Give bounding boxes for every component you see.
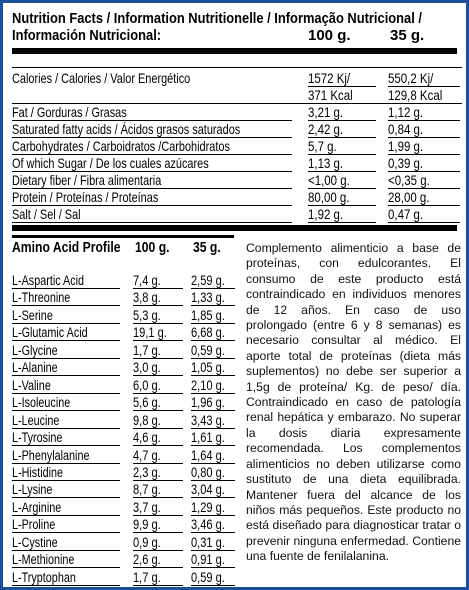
- product-description: Complemento alimenticio a base de proteínas, con edulcorantes. El consumo de este producto está contraindicado en individuos menores de 12 años. En caso de uso prolongado (entre 6 y 8 semanas) es necesario consultar al médico. El aporte total de proteínas (dieta más suplementos) no debe ser superior a 1,5g de proteína/ Kg. de peso/ día. Contraindicado en caso de patología renal hepática y embarazo. No superar la dosis diaria expresamente recomendada. Los complementos alimenticios no deben utilizarse como sustituto de una dieta equilibrada. Mantener fuera del alcance de los niños más pequeños. Este producto no está diseñado para diagnosticar tratar o prevenir ninguna enfermedad. Contiene una fuente de fenilalanina.: [246, 241, 461, 564]
- amino-value-35g: 1,61 g.: [191, 430, 225, 445]
- amino-row-rule: [133, 585, 183, 586]
- label-title-line1: Nutrition Facts / Information Nutritionelle / Informação Nutricional /: [12, 10, 422, 27]
- amino-value-35g: 3,43 g.: [191, 413, 225, 428]
- amino-row-rule: [133, 445, 183, 446]
- amino-row-rule: [133, 567, 183, 568]
- amino-row-rule: [12, 550, 120, 551]
- amino-row-rule: [191, 358, 235, 359]
- value-underline: [388, 222, 460, 223]
- amino-row-rule: [191, 375, 235, 376]
- amino-value-100g: 3,7 g.: [133, 500, 161, 515]
- label-title-line2: Información Nutricional:: [12, 27, 162, 44]
- amino-header-35g: 35 g.: [193, 240, 221, 256]
- amino-acid-name: L-Tyrosine: [12, 430, 63, 445]
- amino-row-rule: [133, 480, 183, 481]
- amino-acid-name: L-Histidine: [12, 465, 64, 480]
- amino-value-35g: 2,59 g.: [191, 273, 225, 288]
- amino-row-rule: [133, 358, 183, 359]
- amino-value-35g: 0,80 g.: [191, 465, 225, 480]
- amino-value-100g: 5,3 g.: [133, 308, 161, 323]
- amino-value-35g: 1,64 g.: [191, 448, 225, 463]
- amino-row-rule: [133, 550, 183, 551]
- value-underline: [308, 222, 376, 223]
- nutrient-value-35g: 28,00 g.: [388, 189, 430, 205]
- nutrient-value-35g: 0,84 g.: [388, 121, 424, 137]
- amino-row-rule: [133, 393, 183, 394]
- amino-row-rule: [191, 323, 235, 324]
- amino-value-100g: 6,0 g.: [133, 378, 161, 393]
- nutrient-label: Dietary fiber / Fibra alimentaria: [12, 172, 162, 188]
- amino-row-rule: [12, 445, 120, 446]
- nutrient-value-35g-kcal: 129,8 Kcal: [388, 87, 443, 103]
- nutrient-value-100g: 5,7 g.: [308, 138, 337, 154]
- amino-row-rule: [191, 393, 235, 394]
- nutrient-value-35g: 0,47 g.: [388, 206, 424, 222]
- amino-acid-name: L-Arginine: [12, 500, 62, 515]
- amino-value-100g: 19,1 g.: [133, 325, 167, 340]
- nutrient-value-100g: 1,13 g.: [308, 155, 344, 171]
- row-rule: [12, 67, 462, 68]
- amino-row-rule: [191, 567, 235, 568]
- amino-acid-name: L-Isoleucine: [12, 395, 71, 410]
- amino-acid-name: L-Leucine: [12, 413, 60, 428]
- amino-row-rule: [191, 463, 235, 464]
- amino-value-100g: 2,6 g.: [133, 552, 161, 567]
- thick-divider: [12, 225, 457, 231]
- nutrient-value-100g: <1,00 g.: [308, 172, 350, 188]
- nutrient-label: Carbohydrates / Carboidratos /Carbohidratos: [12, 138, 230, 154]
- amino-row-rule: [191, 340, 235, 341]
- amino-row-rule: [133, 497, 183, 498]
- amino-acid-name: L-Phenylalanine: [12, 448, 90, 463]
- amino-row-rule: [133, 323, 183, 324]
- amino-value-35g: 1,33 g.: [191, 290, 225, 305]
- amino-row-rule: [12, 375, 120, 376]
- thick-divider: [12, 48, 457, 54]
- amino-value-35g: 0,91 g.: [191, 552, 225, 567]
- nutrient-value-100g: 80,00 g.: [308, 189, 350, 205]
- amino-row-rule: [191, 410, 235, 411]
- amino-value-35g: 1,85 g.: [191, 308, 225, 323]
- nutrient-value-100g: 1572 Kj/: [308, 70, 351, 86]
- amino-value-35g: 6,68 g.: [191, 325, 225, 340]
- amino-row-rule: [12, 288, 120, 289]
- column-header-100g: 100 g.: [308, 27, 351, 44]
- amino-value-100g: 3,8 g.: [133, 290, 161, 305]
- amino-value-100g: 8,7 g.: [133, 482, 161, 497]
- amino-acid-name: L-Proline: [12, 517, 56, 532]
- amino-row-rule: [191, 515, 235, 516]
- amino-value-35g: 2,10 g.: [191, 378, 225, 393]
- amino-value-100g: 5,6 g.: [133, 395, 161, 410]
- amino-acid-name: L-Cystine: [12, 535, 58, 550]
- nutrient-label: Saturated fatty acids / Ácidos grasos saturados: [12, 121, 241, 137]
- nutrient-label: Salt / Sel / Sal: [12, 206, 81, 222]
- amino-row-rule: [12, 480, 120, 481]
- nutrient-label: Protein / Proteínas / Proteínas: [12, 189, 159, 205]
- amino-value-100g: 9,8 g.: [133, 413, 161, 428]
- amino-row-rule: [191, 480, 235, 481]
- amino-row-rule: [12, 585, 120, 586]
- nutrient-value-100g-kcal: 371 Kcal: [308, 87, 353, 103]
- amino-value-100g: 1,7 g.: [133, 570, 161, 585]
- amino-value-35g: 1,96 g.: [191, 395, 225, 410]
- amino-row-rule: [133, 288, 183, 289]
- amino-value-100g: 2,3 g.: [133, 465, 161, 480]
- amino-value-100g: 3,0 g.: [133, 360, 161, 375]
- amino-row-rule: [12, 340, 120, 341]
- nutrient-value-35g: 550,2 Kj/: [388, 70, 434, 86]
- nutrient-label: Fat / Gorduras / Grasas: [12, 104, 127, 120]
- value-underline: [308, 86, 376, 87]
- amino-acid-name: L-Serine: [12, 308, 53, 323]
- amino-row-rule: [191, 305, 235, 306]
- amino-row-rule: [191, 445, 235, 446]
- amino-row-rule: [12, 515, 120, 516]
- nutrient-value-35g: 1,12 g.: [388, 104, 424, 120]
- amino-acid-name: L-Aspartic Acid: [12, 273, 85, 288]
- amino-value-35g: 3,04 g.: [191, 482, 225, 497]
- amino-row-rule: [12, 567, 120, 568]
- nutrient-label: Of which Sugar / De los cuales azúcares: [12, 155, 209, 171]
- column-header-35g: 35 g.: [390, 27, 425, 44]
- nutrient-value-100g: 3,21 g.: [308, 104, 344, 120]
- amino-row-rule: [191, 532, 235, 533]
- amino-row-rule: [191, 497, 235, 498]
- amino-acid-name: L-Lysine: [12, 482, 53, 497]
- amino-row-rule: [12, 497, 120, 498]
- amino-value-100g: 4,7 g.: [133, 448, 161, 463]
- amino-row-rule: [133, 515, 183, 516]
- amino-row-rule: [12, 305, 120, 306]
- amino-value-35g: 0,59 g.: [191, 570, 225, 585]
- row-rule: [12, 222, 292, 223]
- nutrient-value-35g: <0,35 g.: [388, 172, 430, 188]
- amino-row-rule: [191, 428, 235, 429]
- amino-row-rule: [133, 428, 183, 429]
- amino-value-100g: 0,9 g.: [133, 535, 161, 550]
- amino-value-35g: 0,31 g.: [191, 535, 225, 550]
- amino-value-100g: 7,4 g.: [133, 273, 161, 288]
- amino-row-rule: [133, 375, 183, 376]
- amino-row-rule: [12, 410, 120, 411]
- amino-row-rule: [191, 585, 235, 586]
- amino-row-rule: [12, 532, 120, 533]
- nutrient-value-35g: 0,39 g.: [388, 155, 424, 171]
- amino-acid-name: L-Valine: [12, 378, 51, 393]
- amino-row-rule: [191, 288, 235, 289]
- amino-row-rule: [12, 463, 120, 464]
- amino-acid-name: L-Alanine: [12, 360, 58, 375]
- amino-acid-name: L-Threonine: [12, 290, 71, 305]
- amino-row-rule: [12, 323, 120, 324]
- amino-title: Amino Acid Profile: [12, 240, 121, 256]
- amino-acid-name: L-Glutamic Acid: [12, 325, 88, 340]
- amino-value-35g: 1,29 g.: [191, 500, 225, 515]
- amino-value-35g: 3,46 g.: [191, 517, 225, 532]
- amino-row-rule: [133, 340, 183, 341]
- amino-row-rule: [12, 358, 120, 359]
- nutrient-value-100g: 2,42 g.: [308, 121, 344, 137]
- amino-divider: [12, 235, 234, 238]
- amino-value-100g: 4,6 g.: [133, 430, 161, 445]
- amino-row-rule: [12, 393, 120, 394]
- nutrient-value-100g: 1,92 g.: [308, 206, 344, 222]
- amino-value-35g: 0,59 g.: [191, 343, 225, 358]
- value-underline: [388, 86, 460, 87]
- amino-acid-name: L-Tryptophan: [12, 570, 76, 585]
- amino-row-rule: [133, 532, 183, 533]
- amino-acid-name: L-Glycine: [12, 343, 58, 358]
- amino-value-100g: 1,7 g.: [133, 343, 161, 358]
- column-separator: [239, 239, 240, 581]
- amino-value-100g: 9,9 g.: [133, 517, 161, 532]
- amino-row-rule: [133, 305, 183, 306]
- amino-row-rule: [133, 463, 183, 464]
- amino-row-rule: [133, 410, 183, 411]
- nutrient-label: Calories / Calories / Valor Energético: [12, 70, 191, 86]
- amino-row-rule: [12, 428, 120, 429]
- nutrient-value-35g: 1,99 g.: [388, 138, 424, 154]
- amino-value-35g: 1,05 g.: [191, 360, 225, 375]
- amino-header-100g: 100 g.: [135, 240, 170, 256]
- amino-row-rule: [191, 550, 235, 551]
- amino-acid-name: L-Methionine: [12, 552, 75, 567]
